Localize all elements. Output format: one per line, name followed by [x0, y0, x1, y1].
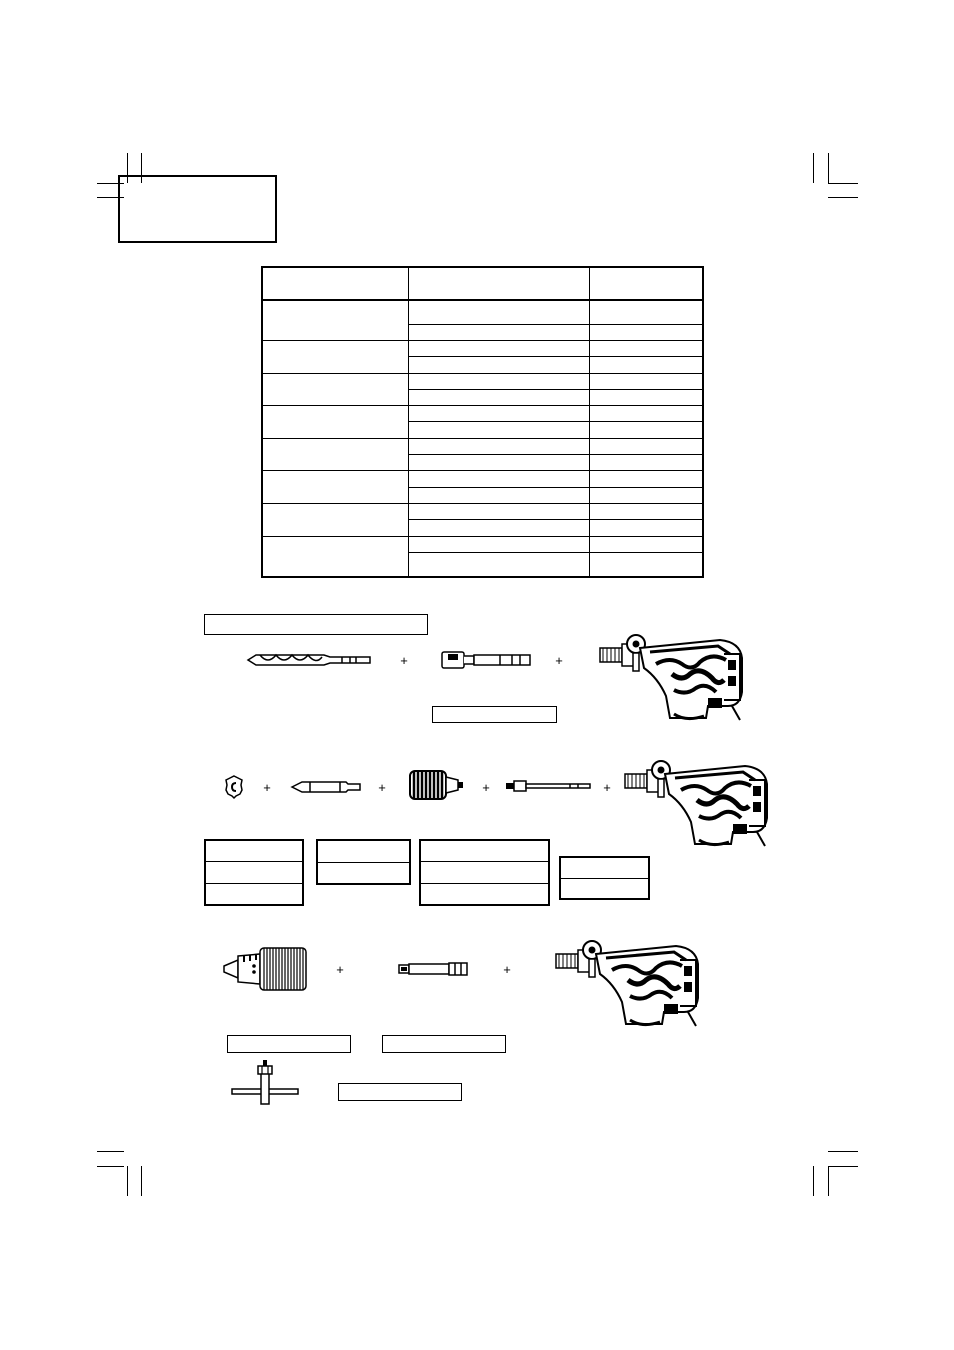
table-cell	[408, 340, 589, 356]
table-cell	[589, 373, 703, 389]
table-cell	[408, 324, 589, 340]
table-group-cell	[262, 471, 408, 504]
table-cell	[408, 520, 589, 536]
table-row	[262, 300, 703, 324]
core-bit-icon	[408, 768, 464, 802]
table-cell	[589, 471, 703, 487]
section1-adapter-label-box	[432, 706, 557, 723]
table-group-cell	[262, 300, 408, 341]
drill-chuck-icon	[220, 944, 310, 994]
label-cell	[318, 841, 409, 862]
center-pin-icon	[224, 774, 244, 800]
label-cell	[206, 841, 302, 861]
plus-sign: +	[482, 780, 490, 795]
table-cell	[589, 406, 703, 422]
rotary-hammer-icon	[556, 940, 706, 1032]
table-row	[262, 471, 703, 487]
section3-adapter-label-box	[382, 1035, 506, 1053]
section2-label-box-d	[559, 856, 650, 900]
plus-sign: +	[336, 962, 344, 977]
table-cell	[408, 422, 589, 438]
section3-key-label-box	[338, 1083, 462, 1101]
drill-bit-icon	[246, 652, 372, 668]
table-cell	[408, 504, 589, 520]
table-cell	[408, 373, 589, 389]
table-cell	[589, 389, 703, 405]
plus-sign: +	[555, 653, 563, 668]
label-cell	[421, 841, 548, 861]
label-cell	[206, 883, 302, 904]
section3-chuck-label-box	[227, 1035, 351, 1053]
table-row	[262, 340, 703, 356]
table-cell	[408, 438, 589, 454]
table-cell	[589, 455, 703, 471]
table-header-cell	[262, 267, 408, 300]
table-cell	[589, 357, 703, 373]
table-cell	[408, 357, 589, 373]
table-row	[262, 504, 703, 520]
table-cell	[589, 324, 703, 340]
section2-label-box-c	[419, 839, 550, 906]
plus-sign: +	[378, 780, 386, 795]
table-group-cell	[262, 340, 408, 373]
section2-label-box-a	[204, 839, 304, 906]
table-cell	[589, 340, 703, 356]
table-row	[262, 536, 703, 552]
plus-sign: +	[503, 962, 511, 977]
guide-plate-icon	[290, 778, 362, 796]
table-cell	[589, 504, 703, 520]
table-group-cell	[262, 536, 408, 577]
label-cell	[561, 878, 648, 899]
table-cell	[589, 520, 703, 536]
table-cell	[408, 389, 589, 405]
table-cell	[589, 536, 703, 552]
plus-sign: +	[263, 780, 271, 795]
spec-table	[261, 266, 704, 578]
label-cell	[561, 858, 648, 878]
table-row	[262, 438, 703, 454]
table-row	[262, 373, 703, 389]
table-header-cell	[408, 267, 589, 300]
plus-sign: +	[400, 653, 408, 668]
table-cell	[408, 487, 589, 503]
table-header-cell	[589, 267, 703, 300]
table-group-cell	[262, 504, 408, 537]
chuck-adapter-icon	[397, 960, 469, 978]
table-cell	[589, 487, 703, 503]
table-cell	[408, 471, 589, 487]
plus-sign: +	[603, 780, 611, 795]
table-cell	[408, 300, 589, 324]
section1-heading-label-box	[204, 614, 428, 635]
label-cell	[421, 861, 548, 882]
table-cell	[408, 455, 589, 471]
table-cell	[408, 552, 589, 577]
rotary-hammer-icon	[600, 634, 750, 726]
table-cell	[589, 438, 703, 454]
table-header-row	[262, 267, 703, 300]
table-group-cell	[262, 406, 408, 439]
label-cell	[206, 861, 302, 882]
core-bit-shank-icon	[504, 778, 592, 794]
label-cell	[318, 862, 409, 884]
table-group-cell	[262, 373, 408, 406]
label-cell	[421, 883, 548, 904]
table-row	[262, 406, 703, 422]
table-cell	[589, 422, 703, 438]
table-cell	[589, 552, 703, 577]
table-cell	[408, 536, 589, 552]
chuck-key-icon	[230, 1058, 302, 1106]
table-group-cell	[262, 438, 408, 471]
title-box	[118, 175, 277, 243]
table-cell	[408, 406, 589, 422]
rotary-hammer-icon	[625, 760, 775, 852]
taper-shank-adapter-icon	[440, 650, 532, 670]
table-cell	[589, 300, 703, 324]
section2-label-box-b	[316, 839, 411, 885]
